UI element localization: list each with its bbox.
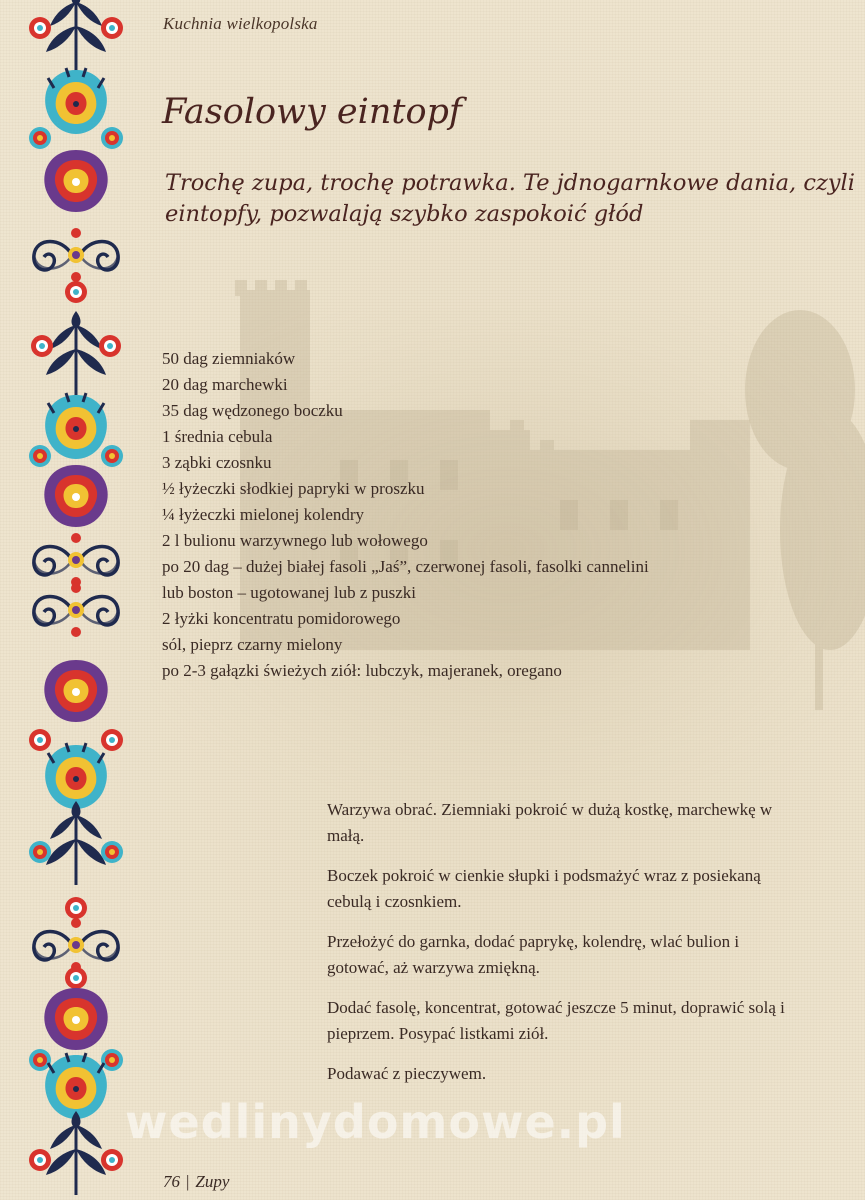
ingredient-item: 50 dag ziemniaków [162, 349, 296, 368]
ingredient-item: lub boston – ugotowanej lub z puszki [162, 583, 417, 602]
page-footer [163, 1172, 229, 1192]
ingredient-item: 20 dag marchewki [162, 375, 288, 394]
folk-floral-border-icon [18, 0, 136, 1200]
page-number: 76 [163, 1172, 180, 1191]
ingredient-item: 35 dag wędzonego boczku [162, 401, 343, 420]
chapter-name: Zupy [195, 1172, 230, 1191]
recipe-title: Fasolowy eintopf [162, 92, 462, 132]
step-paragraph: Podawać z pieczywem. [327, 1064, 487, 1083]
watermark: wedlinydomowe.pl [125, 1095, 626, 1149]
ingredient-item: po 2-3 gałązki świeżych ziół: lubczyk, majeranek, oregano [162, 661, 562, 680]
ingredient-item: 1 średnia cebula [162, 427, 273, 446]
ingredient-item: ½ łyżeczki słodkiej papryki w proszku [162, 479, 425, 498]
ingredient-item: po 20 dag – dużej białej fasoli „Jaś”, czerwonej fasoli, fasolki cannelini [162, 557, 649, 576]
preparation-steps [327, 797, 797, 1101]
step-paragraph: Dodać fasolę, koncentrat, gotować jeszcze 5 minut, doprawić solą i pieprzem. Posypać listkami ziół. [327, 998, 785, 1043]
ingredient-item: 3 ząbki czosnku [162, 453, 272, 472]
step-paragraph: Boczek pokroić w cienkie słupki i podsmażyć wraz z posiekaną cebulą i czosnkiem. [327, 866, 761, 911]
ingredient-item: sól, pieprz czarny mielony [162, 635, 343, 654]
ingredient-item: ¼ łyżeczki mielonej kolendry [162, 505, 365, 524]
recipe-subtitle: Trochę zupa, trochę potrawka. Te jdnogarnkowe dania, czyli eintopfy, pozwalają szybko zaspokoić głód [165, 170, 855, 227]
ingredient-item: 2 łyżki koncentratu pomidorowego [162, 609, 401, 628]
section-header: Kuchnia wielkopolska [163, 14, 318, 33]
ingredient-item: 2 l bulionu warzywnego lub wołowego [162, 531, 428, 550]
ingredients-list [162, 346, 822, 684]
footer-separator: | [186, 1172, 190, 1191]
step-paragraph: Warzywa obrać. Ziemniaki pokroić w dużą kostkę, marchewkę w małą. [327, 800, 773, 845]
step-paragraph: Przełożyć do garnka, dodać paprykę, kolendrę, wlać bulion i gotować, aż warzywa zmiękną. [327, 932, 740, 977]
